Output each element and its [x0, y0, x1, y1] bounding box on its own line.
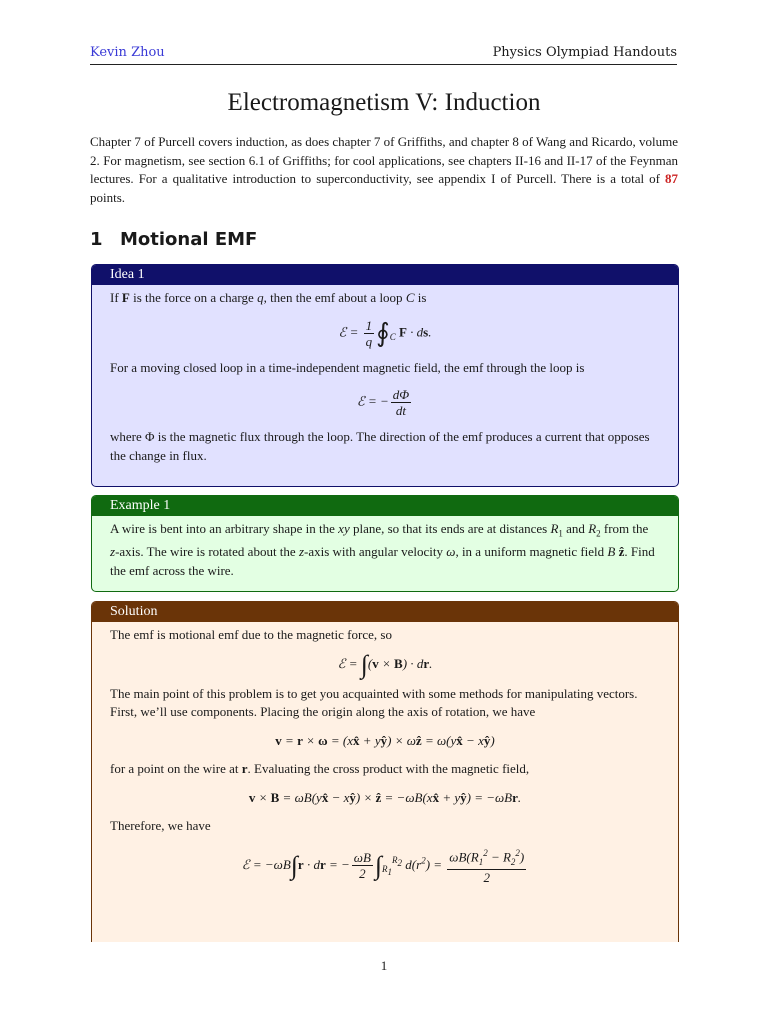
example-text: A wire is bent into an arbitrary shape in the xy plane, so that its ends are at distances $R_1$ and $R_2$ from the z-axis. The wire is rotated about the z-axis with angular velocity ω, in a uniform magnetic field B ẑ. Find the emf across the wire.: [110, 521, 655, 578]
header-rule: [90, 64, 677, 65]
example-box: [91, 495, 679, 592]
idea-equation-emf: ℰ = $\frac{1}{q}$ $∮_C$ F · ds.: [338, 317, 432, 349]
document-title: Electromagnetism V: Induction: [227, 89, 541, 116]
intro-paragraph: [90, 133, 678, 207]
solution-p2: The main point of this problem is to get you acquainted with some methods for manipulating vectors. First, we’ll use components. Placing the origin along the axis of rotation, we have: [110, 685, 638, 720]
page-number: 1: [380, 958, 388, 973]
solution-p3: for a point on the wire at r. Evaluating the cross product with the magnetic field,: [110, 761, 530, 777]
idea-label: Idea 1: [92, 265, 678, 285]
section-title: Motional EMF: [120, 229, 258, 250]
solution-equation-3: v × B = ωB(yx̂ − xŷ) × ẑ = −ωB(xx̂ + yŷ) = −ωBr.: [248, 789, 522, 805]
intro-text: Chapter 7 of Purcell covers induction, as does chapter 7 of Griffiths, and chapter 8 of Wang and Ricardo, volume 2. For magnetism, see section 6.1 of Griffiths; for cool applications, see chapters II-16 and II-17 of the Feynman lectures. For a qualitative introduction to superconductivity, see appendix I of Purcell. There is a total of: [90, 134, 678, 186]
header-series: Physics Olympiad Handouts: [492, 45, 677, 60]
solution-equation-2: v = r × ω = (xx̂ + yŷ) × ωẑ = ω(yx̂ − xŷ): [275, 732, 495, 748]
solution-label: Solution: [92, 602, 678, 622]
idea-p1: If F is the force on a charge q, then the emf about a loop C is: [110, 290, 427, 305]
idea-p3: where Φ is the magnetic flux through the loop. The direction of the emf produces a current that opposes the change in flux.: [110, 429, 650, 463]
section-heading: [90, 229, 257, 250]
section-number: 1: [90, 229, 103, 250]
solution-box: [91, 601, 679, 942]
header-author[interactable]: Kevin Zhou: [90, 45, 165, 60]
solution-p1: The emf is motional emf due to the magnetic force, so: [110, 627, 392, 642]
intro-text-end: points.: [90, 189, 126, 205]
idea-p2: For a moving closed loop in a time-independent magnetic field, the emf through the loop is: [110, 359, 585, 375]
solution-equation-4: ℰ = −ωB∫r · dr = − $\frac{\omega B}{2}$ $\int_{R_1}^{R_2}$ $d(r^2)$ = $\frac{\omega B(R_1^2 - R_2^2)}{2}$: [241, 847, 525, 886]
idea-box: [91, 264, 679, 487]
idea-equation-flux: ℰ = − $\frac{d\Phi}{dt}$: [356, 387, 410, 418]
solution-p4: Therefore, we have: [110, 818, 211, 834]
solution-equation-1: ℰ = ∫(v × B) · dr.: [337, 649, 433, 679]
points-total[interactable]: 87: [665, 171, 678, 186]
example-label: Example 1: [92, 496, 678, 516]
